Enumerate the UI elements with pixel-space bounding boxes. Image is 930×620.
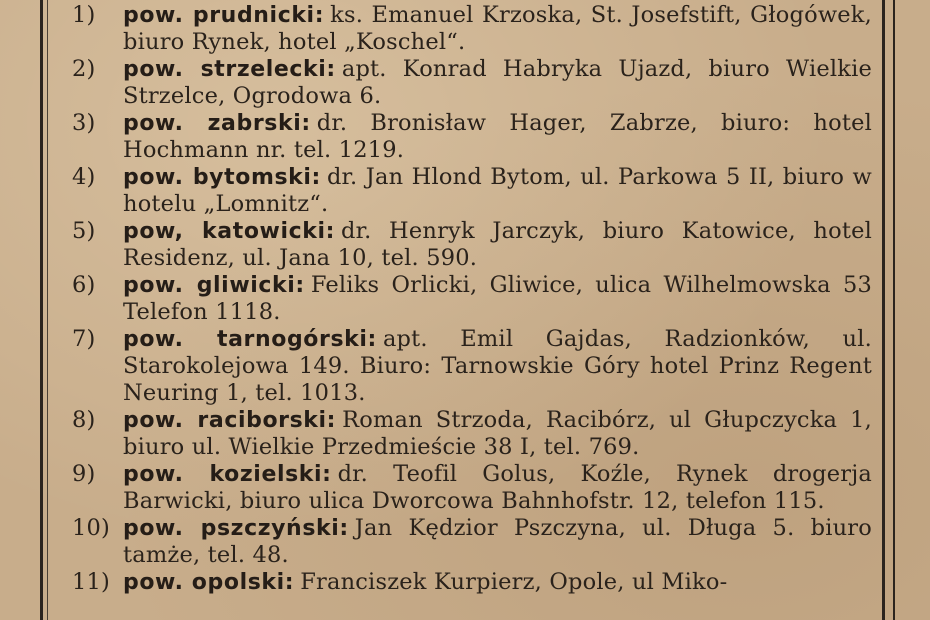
district-name: pow. gliwicki: bbox=[123, 273, 305, 298]
list-item bbox=[72, 110, 872, 164]
entry-text: Roman Strzoda, Racibórz, ul Głupczycka 1, biuro ul. Wielkie Przedmieście 38 I, tel. 769. bbox=[123, 407, 872, 460]
left-column-rule bbox=[40, 0, 43, 620]
entry-number: 5) bbox=[72, 218, 96, 244]
entry-text: dr. Jan Hlond Bytom, ul. Parkowa 5 II, biuro w hotelu „Lomnitz“. bbox=[123, 164, 873, 217]
district-name: pow. zabrski: bbox=[123, 111, 311, 136]
left-column-rule-thin bbox=[47, 0, 48, 620]
right-column-rule-outer bbox=[893, 0, 895, 620]
list-item bbox=[72, 164, 872, 218]
district-list bbox=[72, 0, 872, 596]
list-item bbox=[72, 272, 872, 326]
list-item bbox=[72, 326, 872, 407]
entry-text: apt. Emil Gajdas, Radzionków, ul. Starokolejowa 149. Biuro: Tarnowskie Góry hotel Prinz Regent Neuring 1, tel. 1013. bbox=[123, 326, 872, 406]
district-name: pow. raciborski: bbox=[123, 408, 337, 433]
entry-number: 1) bbox=[72, 2, 96, 28]
entry-number: 2) bbox=[72, 56, 96, 82]
list-item bbox=[72, 569, 872, 596]
list-item bbox=[72, 407, 872, 461]
entry-text: ks. Emanuel Krzoska, St. Josefstift, Głogówek, biuro Rynek, hotel „Koschel“. bbox=[123, 2, 872, 55]
entry-number: 6) bbox=[72, 272, 96, 298]
right-column-rule bbox=[882, 0, 885, 620]
entry-text: dr. Bronisław Hager, Zabrze, biuro: hotel Hochmann nr. tel. 1219. bbox=[123, 110, 872, 163]
district-name: pow. kozielski: bbox=[123, 462, 332, 487]
list-item bbox=[72, 2, 872, 56]
district-name: pow. prudnicki: bbox=[123, 3, 325, 28]
district-name: pow, katowicki: bbox=[123, 219, 336, 244]
entry-text: dr. Teofil Golus, Koźle, Rynek drogerja Barwicki, biuro ulica Dworcowa Bahnhofstr. 12, telefon 115. bbox=[123, 461, 872, 514]
district-name: pow. tarnogórski: bbox=[123, 327, 377, 352]
district-name: pow. bytomski: bbox=[123, 165, 321, 190]
entry-number: 11) bbox=[72, 569, 111, 595]
entry-text: Jan Kędzior Pszczyna, ul. Długa 5. biuro tamże, tel. 48. bbox=[123, 515, 872, 568]
entry-number: 7) bbox=[72, 326, 96, 352]
entry-text: Feliks Orlicki, Gliwice, ulica Wilhelmowska 53 Telefon 1118. bbox=[123, 272, 873, 325]
entry-text: dr. Henryk Jarczyk, biuro Katowice, hotel Residenz, ul. Jana 10, tel. 590. bbox=[123, 218, 873, 271]
list-item bbox=[72, 515, 872, 569]
district-name: pow. pszczyński: bbox=[123, 516, 349, 541]
entry-number: 9) bbox=[72, 461, 96, 487]
list-item bbox=[72, 461, 872, 515]
entry-number: 8) bbox=[72, 407, 96, 433]
entry-number: 4) bbox=[72, 164, 96, 190]
list-item bbox=[72, 218, 872, 272]
list-item bbox=[72, 56, 872, 110]
entry-text: Franciszek Kurpierz, Opole, ul Miko- bbox=[300, 569, 728, 595]
district-name: pow. opolski: bbox=[123, 570, 295, 595]
district-name: pow. strzelecki: bbox=[123, 57, 336, 82]
entry-number: 10) bbox=[72, 515, 111, 541]
entry-text: apt. Konrad Habryka Ujazd, biuro Wielkie Strzelce, Ogrodowa 6. bbox=[123, 56, 873, 109]
entry-number: 3) bbox=[72, 110, 96, 136]
